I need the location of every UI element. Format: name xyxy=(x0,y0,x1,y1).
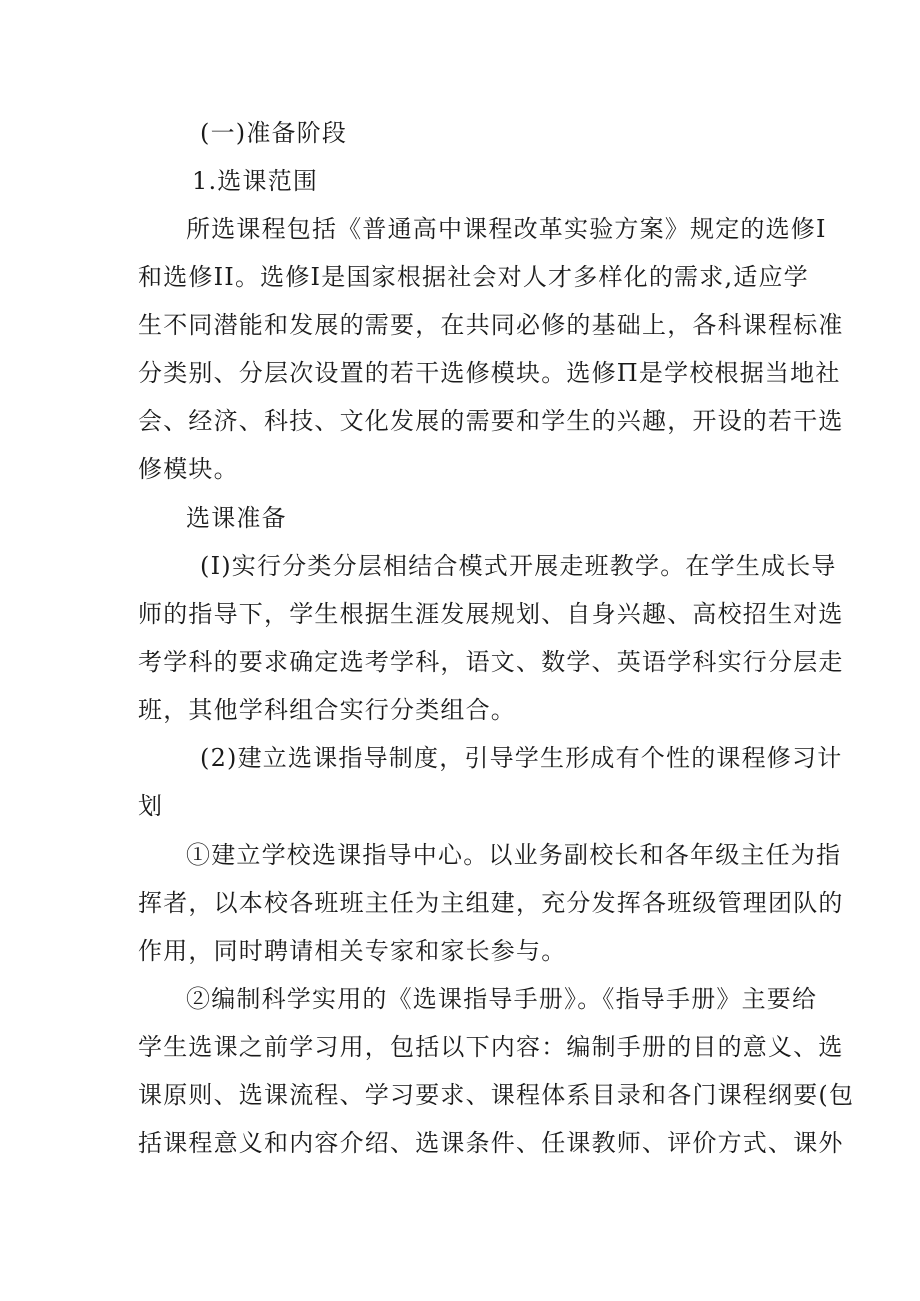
paragraph-line: 考学科的要求确定选考学科，语文、数学、英语学科实行分层走 xyxy=(138,648,844,676)
paragraph-line: 课原则、选课流程、学习要求、课程体系目录和各门课程纲要(包 xyxy=(138,1081,855,1109)
paragraph-line: (I)实行分类分层相结合模式开展走班教学。在学生成长导 xyxy=(200,552,837,580)
paragraph-line: 作用，同时聘请相关专家和家长参与。 xyxy=(138,937,567,965)
paragraph-line: 所选课程包括《普通高中课程改革实验方案》规定的选修Ⅰ xyxy=(186,215,827,243)
subheading-course-scope: 1.选课范围 xyxy=(192,167,319,195)
paragraph-line: 和选修ⅠI。选修Ⅰ是国家根据社会对人才多样化的需求,适应学 xyxy=(138,263,809,291)
paragraph-line: 修模块。 xyxy=(138,455,239,483)
paragraph-line: 学生选课之前学习用，包括以下内容：编制手册的目的意义、选 xyxy=(138,1033,844,1061)
paragraph-line: (2)建立选课指导制度，引导学生形成有个性的课程修习计 xyxy=(200,744,843,772)
paragraph-line: 班，其他学科组合实行分类组合。 xyxy=(138,696,516,724)
section-heading-preparation-stage: (一)准备阶段 xyxy=(200,119,348,147)
subheading-course-preparation: 选课准备 xyxy=(186,504,287,532)
paragraph-line: 会、经济、科技、文化发展的需要和学生的兴趣，开设的若干选 xyxy=(138,407,844,435)
paragraph-line: 分类别、分层次设置的若干选修模块。选修Π是学校根据当地社 xyxy=(138,359,841,387)
paragraph-line: 师的指导下，学生根据生涯发展规划、自身兴趣、高校招生对选 xyxy=(138,600,844,628)
paragraph-line: ①建立学校选课指导中心。以业务副校长和各年级主任为指 xyxy=(186,841,842,869)
paragraph-line: 划 xyxy=(138,792,164,820)
paragraph-line: 括课程意义和内容介绍、选课条件、任课教师、评价方式、课外 xyxy=(138,1129,844,1157)
paragraph-line: 挥者，以本校各班班主任为主组建，充分发挥各班级管理团队的 xyxy=(138,889,844,917)
paragraph-line: 生不同潜能和发展的需要，在共同必修的基础上，各科课程标准 xyxy=(138,311,844,339)
paragraph-line: ②编制科学实用的《选课指导手册》。《指导手册》主要给 xyxy=(186,985,818,1013)
